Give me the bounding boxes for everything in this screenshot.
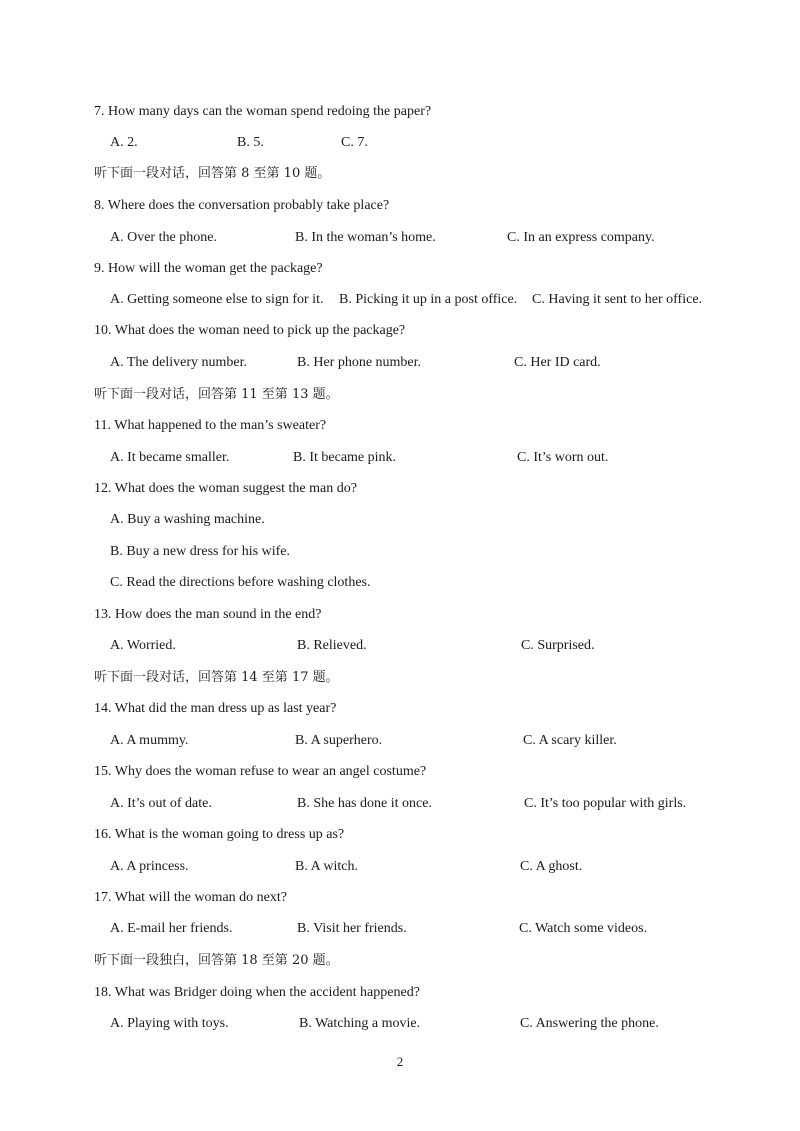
- question-11: 11. What happened to the man’s sweater?: [94, 418, 327, 433]
- q8-option-a: A. Over the phone.: [110, 230, 217, 245]
- q13-option-c: C. Surprised.: [521, 638, 595, 653]
- question-10: 10. What does the woman need to pick up the package?: [94, 323, 406, 338]
- q7-option-c: C. 7.: [341, 135, 368, 150]
- question-9: 9. How will the woman get the package?: [94, 261, 323, 276]
- q14-option-a: A. A mummy.: [110, 733, 189, 748]
- q16-option-c: C. A ghost.: [520, 859, 583, 874]
- question-8: 8. Where does the conversation probably take place?: [94, 198, 390, 213]
- q7-option-b: B. 5.: [237, 135, 264, 150]
- q18-option-c: C. Answering the phone.: [520, 1016, 659, 1031]
- q10-option-a: A. The delivery number.: [110, 355, 247, 370]
- section-heading-11-13: 听下面一段对话，回答第 11 至第 13 题。: [94, 387, 339, 402]
- q11-option-b: B. It became pink.: [293, 450, 397, 465]
- question-13: 13. How does the man sound in the end?: [94, 607, 322, 622]
- q9-option-b: B. Picking it up in a post office.: [339, 292, 518, 307]
- q16-option-b: B. A witch.: [295, 859, 359, 874]
- q15-option-a: A. It’s out of date.: [110, 796, 212, 811]
- q13-option-a: A. Worried.: [110, 638, 176, 653]
- q9-option-a: A. Getting someone else to sign for it.: [110, 292, 324, 307]
- q12-option-c: C. Read the directions before washing clothes.: [110, 575, 371, 590]
- section-heading-14-17: 听下面一段对话，回答第 14 至第 17 题。: [94, 670, 339, 685]
- question-7: 7. How many days can the woman spend redoing the paper?: [94, 104, 432, 119]
- q12-option-b: B. Buy a new dress for his wife.: [110, 544, 291, 559]
- q9-option-c: C. Having it sent to her office.: [532, 292, 703, 307]
- q12-option-a: A. Buy a washing machine.: [110, 512, 265, 527]
- q17-option-c: C. Watch some videos.: [519, 921, 648, 936]
- q7-option-a: A. 2.: [110, 135, 138, 150]
- q11-option-c: C. It’s worn out.: [517, 450, 609, 465]
- q11-option-a: A. It became smaller.: [110, 450, 230, 465]
- q14-option-c: C. A scary killer.: [523, 733, 617, 748]
- q18-option-b: B. Watching a movie.: [299, 1016, 421, 1031]
- section-heading-18-20: 听下面一段独白，回答第 18 至第 20 题。: [94, 953, 339, 968]
- question-16: 16. What is the woman going to dress up as?: [94, 827, 345, 842]
- q10-option-b: B. Her phone number.: [297, 355, 422, 370]
- q18-option-a: A. Playing with toys.: [110, 1016, 229, 1031]
- q17-option-b: B. Visit her friends.: [297, 921, 407, 936]
- question-18: 18. What was Bridger doing when the accident happened?: [94, 985, 420, 1000]
- question-17: 17. What will the woman do next?: [94, 890, 287, 905]
- question-14: 14. What did the man dress up as last year?: [94, 701, 337, 716]
- q17-option-a: A. E-mail her friends.: [110, 921, 233, 936]
- q14-option-b: B. A superhero.: [295, 733, 383, 748]
- q8-option-c: C. In an express company.: [507, 230, 655, 245]
- page-number: 2: [396, 1054, 404, 1069]
- q16-option-a: A. A princess.: [110, 859, 189, 874]
- q10-option-c: C. Her ID card.: [514, 355, 601, 370]
- q8-option-b: B. In the woman’s home.: [295, 230, 436, 245]
- question-12: 12. What does the woman suggest the man do?: [94, 481, 357, 496]
- q13-option-b: B. Relieved.: [297, 638, 367, 653]
- q15-option-c: C. It’s too popular with girls.: [524, 796, 687, 811]
- section-heading-8-10: 听下面一段对话，回答第 8 至第 10 题。: [94, 166, 331, 181]
- q15-option-b: B. She has done it once.: [297, 796, 432, 811]
- question-15: 15. Why does the woman refuse to wear an angel costume?: [94, 764, 427, 779]
